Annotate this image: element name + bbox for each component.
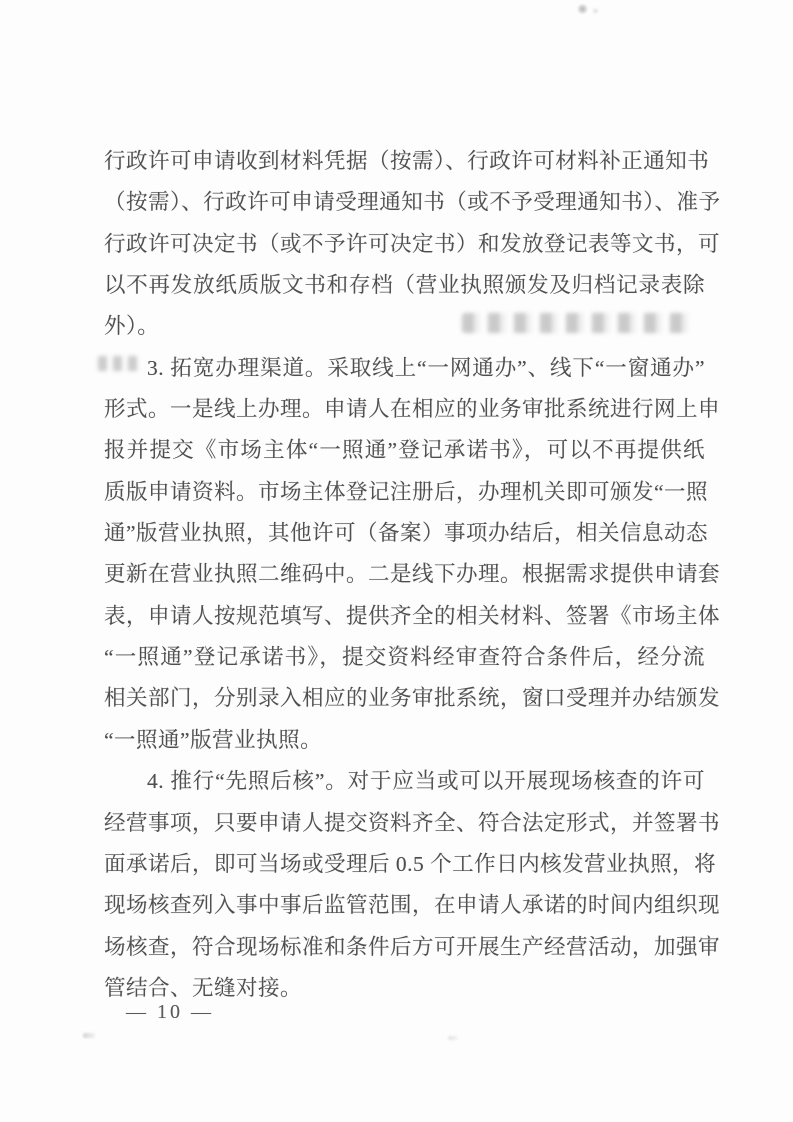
text-line: 现场核查列入事中事后监管范围，在申请人承诺的时间内组织现 [104, 893, 721, 918]
text-line: 面承诺后，即可当场或受理后 0.5 个工作日内核发营业执照，将 [104, 851, 717, 876]
text-line: 行政许可决定书（或不予许可决定书）和发放登记表等文书，可 [104, 231, 721, 256]
scan-speck-artifact [591, 8, 600, 14]
text-line: 经营事项，只要申请人提交资料齐全、符合法定形式，并签署书 [104, 810, 721, 835]
text-line: “一照通”版营业执照。 [104, 727, 323, 752]
scan-speck-artifact [83, 1033, 95, 1038]
text-line: 相关部门，分别录入相应的业务审批系统，窗口受理并办结颁发 [104, 686, 721, 711]
text-line: （按需）、行政许可申请受理通知书（或不予受理通知书）、准予 [104, 190, 721, 215]
text-line: 形式。一是线上办理。申请人在相应的业务审批系统进行网上申 [104, 397, 721, 422]
text-line: 质版申请资料。市场主体登记注册后，办理机关即可颁发“一照 [104, 479, 709, 504]
text-line: 4. 推行“先照后核”。对于应当或可以开展现场核查的许可 [147, 769, 705, 794]
scan-speck-artifact [577, 4, 588, 14]
text-line: 通”版营业执照，其他许可（备案）事项办结后，相关信息动态 [104, 521, 709, 546]
text-line: 以不再发放纸质版文书和存档（营业执照颁发及归档记录表除 [104, 273, 705, 298]
text-line: 报并提交《市场主体“一照通”登记承诺书》，可以不再提供纸 [104, 438, 705, 463]
page-number: — 10 — [126, 1001, 214, 1023]
body-text [104, 141, 721, 1009]
text-line: 管结合、无缝对接。 [104, 975, 303, 1000]
text-line: 更新在营业执照二维码中。二是线下办理。根据需求提供申请套 [104, 562, 721, 587]
text-line: 行政许可申请收到材料凭据（按需）、行政许可材料补正通知书 [104, 149, 710, 173]
text-line: 场核查，符合现场标准和条件后方可开展生产经营活动，加强审 [104, 934, 721, 959]
text-line: 外）。 [104, 314, 160, 339]
text-line: 表，申请人按规范填写、提供齐全的相关材料、签署《市场主体 [104, 603, 721, 628]
text-line: “一照通”登记承诺书》，提交资料经审查符合条件后，经分流 [104, 645, 705, 670]
scan-speck-artifact [448, 1036, 458, 1040]
text-line: 3. 拓宽办理渠道。采取线上“一网通办”、线下“一窗通办” [147, 355, 705, 380]
